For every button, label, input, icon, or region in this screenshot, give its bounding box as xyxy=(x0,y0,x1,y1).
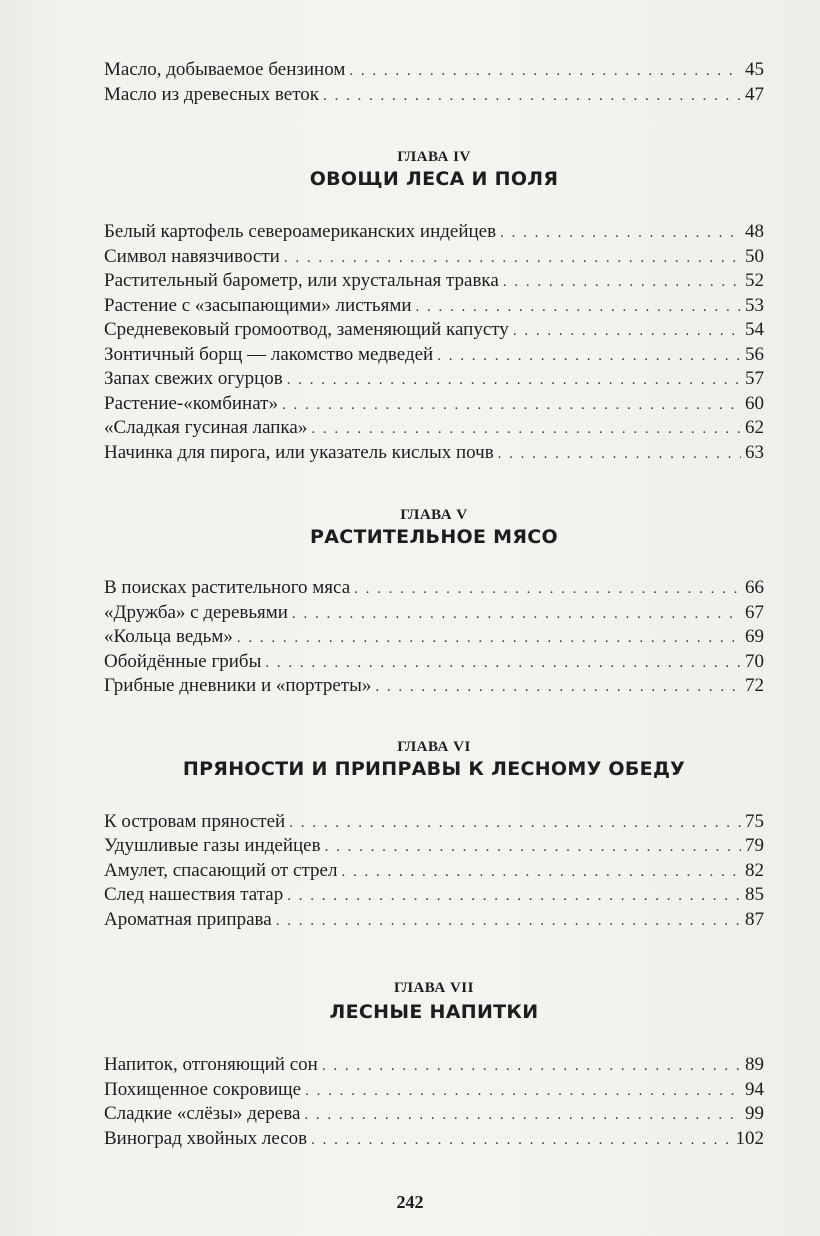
entry-page: 70 xyxy=(745,650,764,672)
toc-entry xyxy=(104,859,764,884)
toc-entry xyxy=(104,674,764,699)
toc-entry xyxy=(104,1127,764,1152)
entry-title: Удушливые газы индейцев xyxy=(104,835,321,856)
chapter-label: ГЛАВА VII xyxy=(394,980,474,996)
entry-title: Ароматная приправа xyxy=(104,908,272,930)
chapter-label: ГЛАВА VI xyxy=(397,738,471,755)
entry-page: 48 xyxy=(745,221,764,242)
entry-title: Виноград хвойных лесов xyxy=(104,1127,308,1149)
page-number: 242 xyxy=(396,1192,424,1212)
entry-title: Растение-«комбинат» xyxy=(104,392,278,414)
entry-page: 72 xyxy=(745,675,764,696)
entry-page: 52 xyxy=(745,270,764,291)
toc-entry xyxy=(104,1078,764,1103)
toc-entry xyxy=(104,1053,764,1078)
entry-title: Масло из древесных веток xyxy=(104,83,319,105)
entry-page: 63 xyxy=(745,441,764,463)
entry-title: Похищенное сокровище xyxy=(104,1078,302,1100)
toc-entry xyxy=(104,908,764,933)
toc-entry xyxy=(104,625,764,650)
chapter-title: ОВОЩИ ЛЕСА И ПОЛЯ xyxy=(309,168,559,190)
entry-page: 69 xyxy=(745,626,764,647)
entry-title: Напиток, отгоняющий сон xyxy=(104,1054,318,1075)
toc-entry xyxy=(104,83,764,108)
entry-title: Грибные дневники и «портреты» xyxy=(104,675,372,696)
entry-title: Обойдённые грибы xyxy=(104,650,262,672)
toc-entry xyxy=(104,58,764,83)
entry-page: 56 xyxy=(745,343,764,365)
entry-title: «Сладкая гусиная лапка» xyxy=(104,417,308,438)
entry-page: 53 xyxy=(745,294,764,316)
entry-title: Запах свежих огурцов xyxy=(104,368,283,389)
entry-page: 66 xyxy=(745,577,764,598)
entry-title: «Кольца ведьм» xyxy=(104,626,233,647)
entry-page: 50 xyxy=(745,245,764,267)
toc-entry xyxy=(104,318,764,343)
entry-title: Зонтичный борщ — лакомство медведей xyxy=(104,343,434,365)
chapter-title: ЛЕСНЫЕ НАПИТКИ xyxy=(329,1001,539,1023)
entry-title: Амулет, спасающий от стрел xyxy=(104,859,338,881)
entry-page: 102 xyxy=(735,1127,764,1149)
entry-title: Сладкие «слёзы» дерева xyxy=(104,1103,301,1124)
entry-title: След нашествия татар xyxy=(104,884,284,905)
entry-page: 82 xyxy=(745,859,764,881)
entry-title: К островам пряностей xyxy=(104,810,286,832)
entry-title: Белый картофель североамериканских индейцев xyxy=(104,221,497,242)
toc-entry xyxy=(104,834,764,859)
toc-entry xyxy=(104,343,764,368)
entry-title: Масло, добываемое бензином xyxy=(104,59,346,80)
entry-page: 75 xyxy=(745,810,764,832)
toc-entry xyxy=(104,367,764,392)
toc-entry xyxy=(104,1102,764,1127)
chapter-label: ГЛАВА V xyxy=(400,507,468,523)
chapter-title: ПРЯНОСТИ И ПРИПРАВЫ К ЛЕСНОМУ ОБЕДУ xyxy=(182,757,686,780)
entry-title: Средневековый громоотвод, заменяющий капусту xyxy=(104,319,509,340)
entry-page: 85 xyxy=(745,884,764,905)
toc-entry xyxy=(104,245,764,270)
toc-entry xyxy=(104,601,764,626)
toc-entry xyxy=(104,650,764,675)
chapter-label: ГЛАВА IV xyxy=(397,149,471,165)
entry-title: «Дружба» с деревьями xyxy=(104,601,288,623)
toc-entry xyxy=(104,416,764,441)
toc-entry xyxy=(104,883,764,908)
entry-page: 57 xyxy=(745,368,764,389)
entry-page: 60 xyxy=(745,392,764,414)
chapter-title: РАСТИТЕЛЬНОЕ МЯСО xyxy=(309,526,559,548)
entry-title: В поисках растительного мяса xyxy=(104,577,351,598)
entry-page: 67 xyxy=(745,601,764,623)
toc-entry xyxy=(104,294,764,319)
toc-entry xyxy=(104,441,764,466)
toc-entry xyxy=(104,810,764,835)
entry-page: 62 xyxy=(745,417,764,438)
chapter-section xyxy=(104,980,764,1151)
entry-page: 94 xyxy=(745,1078,764,1100)
entry-page: 79 xyxy=(745,835,764,856)
chapter-section xyxy=(104,739,764,933)
entry-page: 45 xyxy=(745,59,764,80)
chapter-section xyxy=(104,149,764,465)
entry-page: 87 xyxy=(745,908,764,930)
entry-title: Растение с «засыпающими» листьями xyxy=(104,294,412,316)
toc-entry xyxy=(104,269,764,294)
chapter-section xyxy=(104,507,764,699)
table-of-contents xyxy=(104,58,764,1151)
entry-page: 47 xyxy=(745,83,764,105)
entry-page: 99 xyxy=(745,1103,764,1124)
top-entries xyxy=(104,58,764,107)
toc-entry xyxy=(104,220,764,245)
entry-page: 54 xyxy=(745,319,764,340)
entry-title: Начинка для пирога, или указатель кислых почв xyxy=(104,441,494,463)
entry-title: Растительный барометр, или хрустальная травка xyxy=(104,270,499,291)
toc-entry xyxy=(104,576,764,601)
toc-entry xyxy=(104,392,764,417)
entry-page: 89 xyxy=(745,1054,764,1075)
entry-title: Символ навязчивости xyxy=(104,245,280,267)
